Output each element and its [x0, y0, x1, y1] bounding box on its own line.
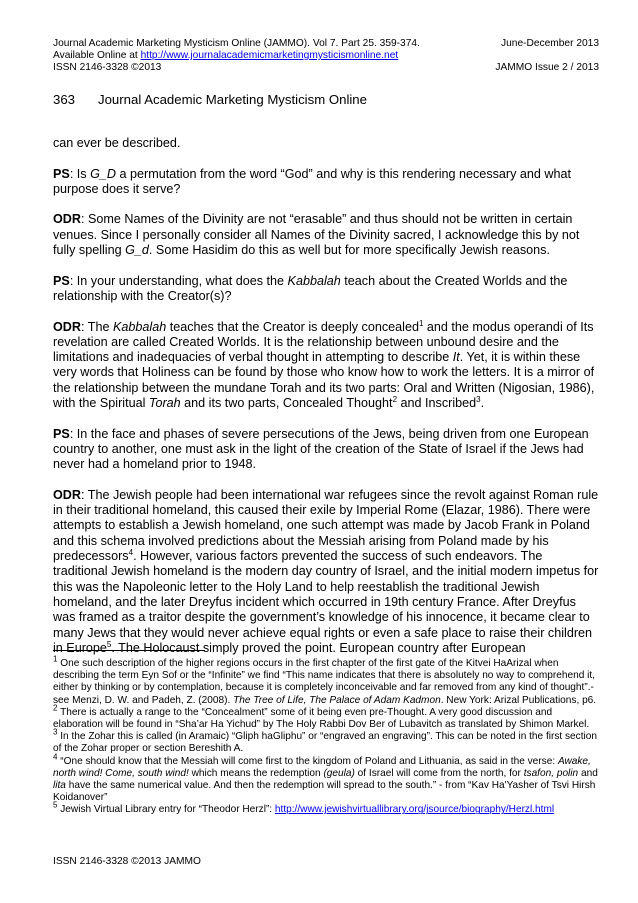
text: G_d	[125, 243, 149, 258]
text: G_D	[90, 166, 117, 181]
journal-link[interactable]: http://www.journalacademicmarketingmysticismonline.net	[140, 50, 399, 61]
footnote-number: 1	[53, 654, 58, 664]
footnote-number: 4	[53, 752, 58, 762]
text: Awake, north wind! Come, south wind!	[53, 755, 591, 779]
speaker-label: PS	[53, 426, 70, 441]
text: It	[452, 350, 460, 365]
text: and its two parts, Concealed Thought	[180, 396, 393, 411]
footnote-divider	[53, 650, 205, 651]
page-footer: ISSN 2146-3328 ©2013 JAMMO	[53, 856, 201, 867]
text: (geula)	[323, 767, 355, 779]
footnote-number: 3	[53, 727, 58, 737]
paragraph	[53, 274, 599, 305]
text: : In the face and phases of severe persecutions of the Jews, being driven from one European country to another, one must ask in the light of the creation of the State of Israel if the Jews had never had a homeland prior to 1948.	[53, 426, 589, 472]
footnote	[53, 654, 599, 707]
issn-line	[53, 62, 599, 74]
text: and the modus operandi of Its revelation are called Created Worlds. It is the relationship between unbound desire and the limitations and inadequacies of verbal thought in attempting to describe	[53, 319, 594, 365]
availability-line	[53, 50, 599, 62]
available-prefix: Available Online at	[53, 50, 141, 61]
text: and	[578, 767, 598, 779]
text: tsafon, polin	[523, 767, 579, 779]
running-title: Journal Academic Marketing Mysticism Online	[98, 92, 367, 107]
footnote-ref[interactable]: 5	[106, 639, 112, 649]
text: : In your understanding, what does the	[69, 273, 288, 288]
text: One such description of the higher regions occurs in the first chapter of the first gate of the Kitvei HaArizal when describing the term Eyn Sof or the “Infinite” we find “This name indicates that there is absolutely no way to comprehend it, either by thinking or by contemplation, because it is completely inconceivable and far removed from any kind of thought”.- see Menzi, D. W. and Padeh, Z. (2008).	[53, 658, 595, 706]
paragraph	[53, 167, 599, 198]
paragraph	[53, 320, 599, 412]
paragraph	[53, 212, 599, 258]
text: There is actually a range to the “Concealment” some of it being even pre-Thought. A very good discussion and elaboration will be found in “Sha’ar Ha Yichud” by The Holy Rabbi Dov Ber of Lubavitch as translated by Shimon Markel.	[53, 706, 590, 731]
issue-date: June-December 2013	[501, 38, 599, 49]
footnote-number: 5	[53, 801, 58, 811]
text: .	[480, 396, 485, 411]
text: “One should know that the Messiah will come first to the kingdom of Poland and Lithuania, as said in the verse:	[57, 755, 558, 767]
text: Kabbalah	[112, 319, 167, 334]
text: and Inscribed	[397, 396, 477, 411]
issue-label: JAMMO Issue 2 / 2013	[495, 62, 599, 73]
paragraph	[53, 488, 599, 656]
footnote-ref[interactable]: 2	[392, 394, 398, 404]
text: can ever be described.	[53, 136, 181, 150]
footnote	[53, 752, 599, 805]
footnote	[53, 703, 599, 731]
text: Torah	[148, 396, 181, 411]
text: The Tree of Life, The Palace of Adam Kadmon	[233, 694, 441, 706]
footnote	[53, 801, 599, 816]
text: In the Zohar this is called (in Aramaic) “Gliph haGliphu” or “engraved an engraving”. This can be noted in the first section of the Zohar proper or section Bereshith A.	[53, 731, 597, 755]
text: of Israel will come from the north, for	[354, 767, 524, 779]
speaker-label: ODR	[53, 319, 81, 334]
paragraph	[53, 136, 599, 151]
footnote	[53, 727, 599, 755]
text: which means the redemption	[188, 767, 324, 779]
text: teach about the Created Worlds and the relationship with the Creator(s)?	[53, 273, 568, 303]
footnotes	[53, 654, 599, 817]
text: : The Jewish people had been international war refugees since the revolt against Roman rule in their traditional homeland, this caused their exile by Imperial Rome (Elazar, 1986). There were attempts to establish a Jewish homeland, one such attempt was made by Jacob Frank in Poland and this schema involved predictions about the Messiah arising from Poland made by his predecessors	[53, 487, 599, 564]
text: have the same numerical value. And then the redemption will spread to the south.” - from “Kav Ha'Yasher of Tsvi Hirsh Koidanover”	[53, 780, 596, 804]
speaker-label: PS	[53, 166, 70, 181]
issn: ISSN 2146-3328 ©2013	[53, 62, 162, 73]
text: a permutation from the word “God” and why is this rendering necessary and what purpose does it serve?	[53, 166, 572, 196]
text: : Is	[69, 166, 91, 181]
journal-header	[53, 38, 599, 50]
footnote-number: 2	[53, 703, 58, 713]
footnote-ref[interactable]: 1	[418, 318, 424, 328]
footnote-ref[interactable]: 3	[476, 394, 481, 404]
text: lita	[53, 780, 66, 792]
footnote-ref[interactable]: 4	[128, 547, 134, 557]
running-head	[53, 92, 367, 107]
text: . Some Hasidim do this as well but for more specifically Jewish reasons.	[148, 243, 550, 258]
page-number: 363	[53, 92, 76, 107]
text: Jewish Virtual Library entry for “Theodor Herzl”:	[57, 804, 275, 816]
text: . The Holocaust simply proved the point. European country after European	[111, 640, 526, 655]
text: Kabbalah	[287, 273, 341, 288]
text: . Yet, it is within these very words that Holiness can be found by those who know how to work the letters. It is a mirror of the relationship between the mundane Torah and its two parts: Oral and Written (Nigosian, 1986), with the Spiritual	[53, 350, 595, 411]
speaker-label: PS	[53, 273, 70, 288]
text: : The	[81, 319, 113, 334]
journal-line: Journal Academic Marketing Mysticism Online (JAMMO). Vol 7. Part 25. 359-374.	[53, 38, 420, 49]
paragraph	[53, 427, 599, 473]
article-body	[53, 136, 599, 671]
speaker-label: ODR	[53, 487, 81, 502]
herzl-link[interactable]: http://www.jewishvirtuallibrary.org/jsource/biography/Herzl.html	[274, 804, 555, 816]
speaker-label: ODR	[53, 212, 81, 227]
text: teaches that the Creator is deeply concealed	[166, 319, 419, 334]
text: : Some Names of the Divinity are not “erasable” and thus should not be written in certain venues. Since I personally consider all Names of the Divinity sacred, I acknowledge this by not fully spelling	[53, 212, 580, 258]
text: . New York: Arizal Publications, p6.	[440, 694, 597, 706]
text: . However, various factors prevented the success of such endeavors. The traditional Jewish homeland is the modern day country of Israel, and the initial modern impetus for this was the Napoleonic letter to the Holy Land to help reestablish the traditional Jewish homeland, and the later Dreyfus incident which occurred in 19th century France. After Dreyfus was framed as a traitor despite the government’s knowledge of his innocence, it became clear to many Jews that they would never achieve equal rights or even a safe place to raise their children in Europe	[53, 549, 599, 655]
